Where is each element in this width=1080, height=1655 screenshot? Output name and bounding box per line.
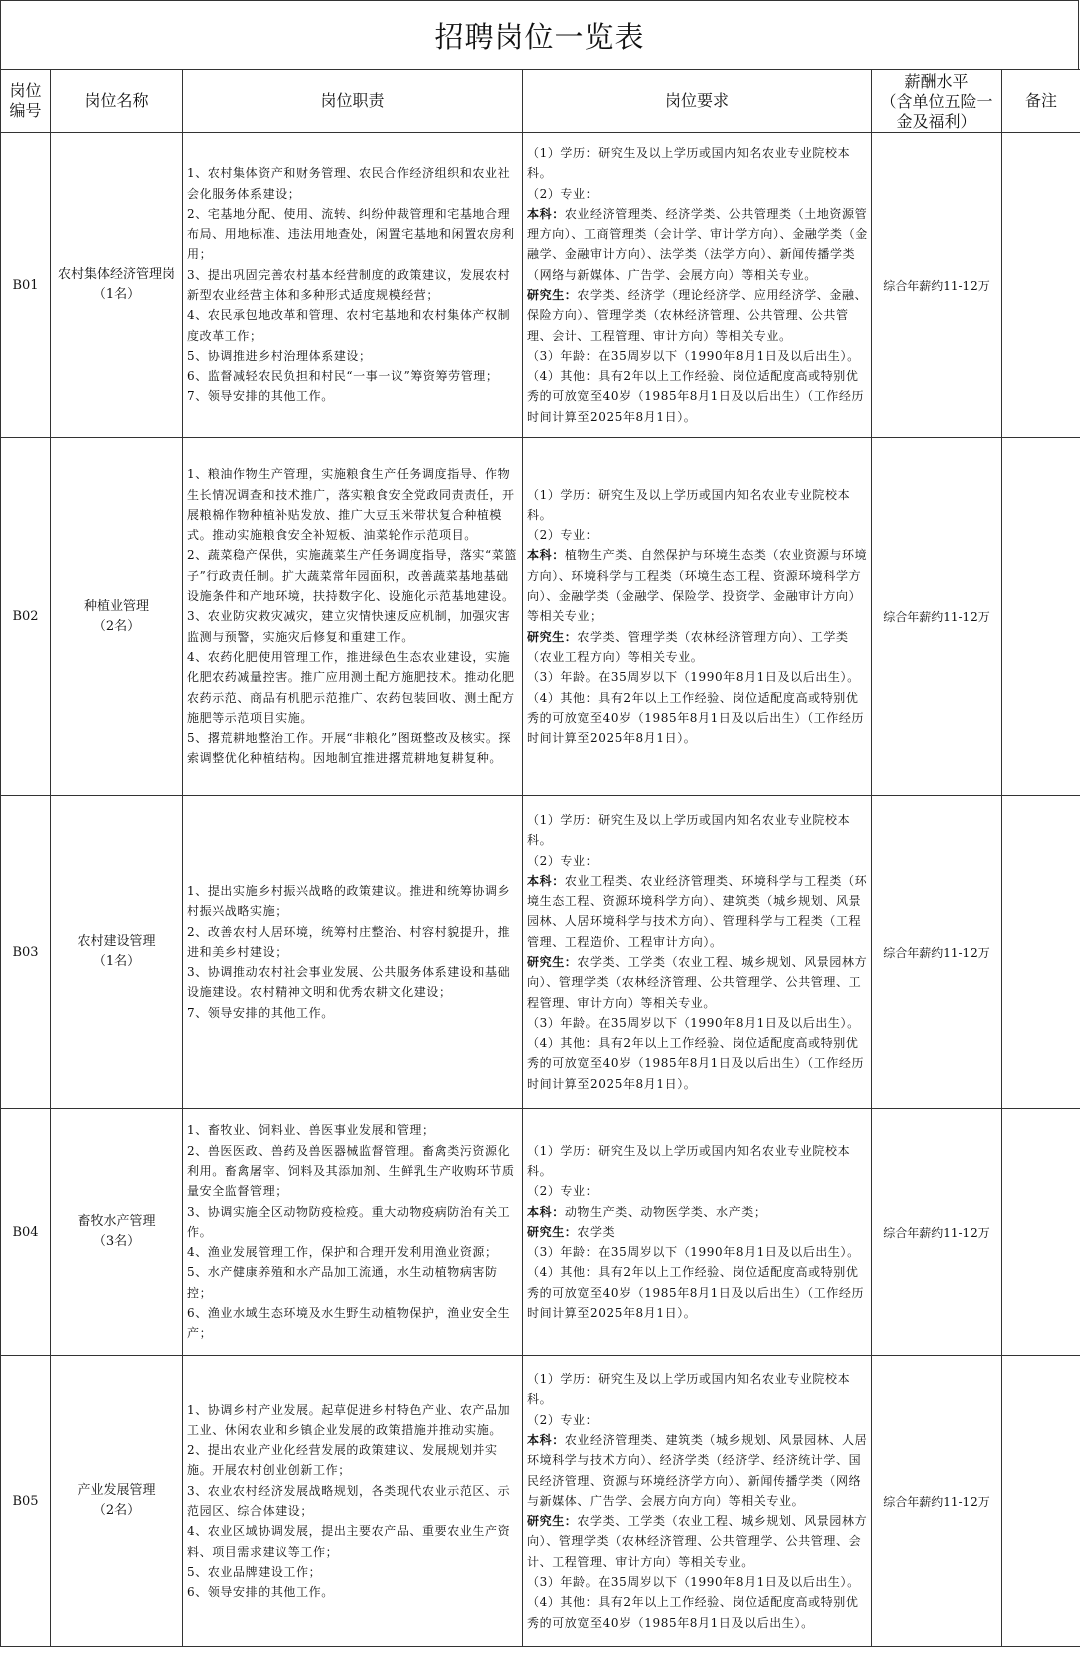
requirement-item xyxy=(527,143,869,184)
duty-item: 5、撂荒耕地整治工作。开展“非粮化”图斑整改及核实。探索调整优化种植结构。因地制宜推进撂荒耕地复耕复种。 xyxy=(187,731,512,766)
requirement-label: 本科： xyxy=(527,548,565,563)
requirement-item xyxy=(527,346,869,366)
requirement-item xyxy=(527,810,869,851)
position-name-title: 畜牧水产管理 xyxy=(77,1214,156,1229)
requirement-text: 农学类、工学类（农业工程、城乡规划、风景园林方向）、管理学类（农林经济管理、公共管理学、公共管理、会计、工程管理、审计方向）等相关专业。 xyxy=(527,1514,868,1569)
duty-item: 6、监督减轻农民负担和村民“一事一议”筹资筹劳管理； xyxy=(187,369,499,384)
duty-item: 2、蔬菜稳产保供，实施蔬菜生产任务调度指导，落实“菜篮子”行政责任制。扩大蔬菜常年园面积，改善蔬菜基地基础设施条件和产地环境，扶持数字化、设施化示范基地建设。 xyxy=(187,548,517,604)
requirement-text: 农业经济管理类、建筑类（城乡规划、风景园林、人居环境科学与技术方向）、经济学类（经济学、经济统计学、国民经济管理、资源与环境经济学方向）、新闻传播学类（网络与新媒体、广告学、会展方向方向）等相关专业。 xyxy=(527,1432,868,1508)
requirement-text: 农学类、经济学（理论经济学、应用经济学、金融、保险方向）、管理学类（农林经济管理、公共管理、公共管理、会计、工程管理、审计方向）等相关专业。 xyxy=(527,288,868,343)
requirement-text: （3）年龄：在35周岁以下（1990年8月1日及以后出生）。 xyxy=(527,1245,860,1260)
position-salary: 综合年薪约11-12万 xyxy=(872,438,1002,796)
requirement-label: 研究生： xyxy=(527,629,578,644)
requirement-text: 农业经济管理类、经济学类、公共管理类（土地资源管理方向）、工商管理类（会计学、审计学方向）、金融学类（金融学、金融审计方向）、法学类（法学方向）、新闻传播学类（网络与新媒体、广告学、会展方向）等相关专业。 xyxy=(527,206,868,282)
requirement-text: （4）其他：具有2年以上工作经验、岗位适配度高或特别优秀的可放宽至40岁（1985年8月1日及以后出生）（工作经历时间计算至2025年8月1日）。 xyxy=(527,690,865,746)
position-name xyxy=(51,1356,183,1647)
requirement-text: （1）学历：研究生及以上学历或国内知名农业专业院校本科。 xyxy=(527,487,851,522)
position-requirements xyxy=(523,133,872,438)
table-body xyxy=(1,133,1080,1647)
col-header-remark xyxy=(1002,70,1080,133)
duty-item: 6、领导安排的其他工作。 xyxy=(187,1585,334,1600)
requirement-item xyxy=(527,1369,869,1410)
table-row xyxy=(1,438,1080,796)
col-header-code xyxy=(1,70,51,133)
table-row xyxy=(1,796,1080,1109)
position-remark xyxy=(1002,438,1080,796)
requirement-item xyxy=(527,871,869,952)
col-header-salary xyxy=(872,70,1002,133)
position-name-title: 种植业管理 xyxy=(83,598,149,614)
duty-item: 7、领导安排的其他工作。 xyxy=(187,389,334,404)
duty-item: 2、提出农业产业化经营发展的政策建议、发展规划并实施。开展农村创业创新工作； xyxy=(187,1443,498,1478)
position-headcount: （2名） xyxy=(92,1503,141,1518)
requirement-item xyxy=(527,366,869,427)
page-title: 招聘岗位一览表 xyxy=(0,0,1079,69)
requirement-text: （3）年龄。在35周岁以下（1990年8月1日及以后出生）。 xyxy=(527,1015,860,1030)
position-code: B02 xyxy=(1,438,51,796)
duty-item: 1、粮油作物生产管理，实施粮食生产任务调度指导、作物生长情况调查和技术推广，落实粮食安全党政同责责任，开展粮棉作物种植补贴发放、推广大豆玉米带状复合种植模式。推动实施粮食安全补短板、油菜轮作示范项目。 xyxy=(187,467,515,543)
requirement-item xyxy=(527,285,869,346)
requirement-label: 研究生： xyxy=(527,288,578,302)
duty-item: 3、协调推动农村社会事业发展、公共服务体系建设和基础设施建设。农村精神文明和优秀农耕文化建设； xyxy=(187,965,511,1000)
requirement-item xyxy=(527,525,869,545)
position-name-title: 农村建设管理 xyxy=(77,934,156,949)
requirement-text: 农学类、工学类（农业工程、城乡规划、风景园林方向）、管理学类（农林经济管理、公共管理学、公共管理、工程管理、审计方向）等相关专业。 xyxy=(527,955,868,1010)
requirement-item xyxy=(527,1572,869,1592)
duties-text xyxy=(183,1120,522,1343)
position-requirements xyxy=(523,796,872,1109)
requirements-text xyxy=(523,143,871,427)
position-requirements xyxy=(523,1356,872,1647)
table-row xyxy=(1,1356,1080,1647)
requirement-item xyxy=(527,1013,869,1033)
requirement-item xyxy=(527,485,869,526)
position-name xyxy=(51,1109,183,1356)
requirement-text: 农学类、管理学类（农林经济管理方向）、工学类（农业工程方向）等相关专业。 xyxy=(527,629,849,664)
requirement-text: （1）学历：研究生及以上学历或国内知名农业专业院校本科。 xyxy=(527,812,851,848)
requirement-text: （4）其他：具有2年以上工作经验、岗位适配度高或特别优秀的可放宽至40岁（1985年8月1日及以后出生）。 xyxy=(527,1595,859,1630)
position-requirements xyxy=(523,438,872,796)
position-headcount: （3名） xyxy=(92,1234,141,1249)
requirement-label: 研究生： xyxy=(527,1514,578,1529)
position-salary: 综合年薪约11-12万 xyxy=(872,133,1002,438)
requirement-item xyxy=(527,1410,869,1430)
table-header-row xyxy=(1,70,1080,133)
requirement-item xyxy=(527,1181,869,1201)
requirement-item xyxy=(527,667,869,687)
requirement-text: （2）专业： xyxy=(527,528,599,543)
col-header-name-label: 岗位名称 xyxy=(84,91,149,110)
requirement-label: 本科： xyxy=(527,206,565,221)
duties-text xyxy=(183,163,522,407)
col-header-duty-label: 岗位职责 xyxy=(320,91,385,110)
position-headcount: （1名） xyxy=(92,287,141,302)
position-salary: 综合年薪约11-12万 xyxy=(872,796,1002,1109)
requirement-item xyxy=(527,1242,869,1262)
duties-text xyxy=(183,464,522,768)
duties-text xyxy=(183,881,522,1023)
position-name-title: 农村集体经济管理岗 xyxy=(57,267,175,282)
col-header-req xyxy=(523,70,872,133)
position-name xyxy=(51,438,183,796)
requirements-text xyxy=(523,810,871,1094)
requirement-text: 农学类 xyxy=(577,1224,616,1239)
duties-text xyxy=(183,1400,522,1603)
requirement-label: 本科： xyxy=(527,1432,565,1447)
requirement-text: （2）专业： xyxy=(527,853,599,868)
requirement-text: （2）专业： xyxy=(527,1412,599,1427)
col-header-code-line2: 编号 xyxy=(9,101,42,120)
position-name xyxy=(51,133,183,438)
duty-item: 1、提出实施乡村振兴战略的政策建议。推进和统筹协调乡村振兴战略实施； xyxy=(187,883,511,919)
position-duties xyxy=(183,1356,523,1647)
position-name-title: 产业发展管理 xyxy=(77,1483,156,1498)
position-remark xyxy=(1002,1356,1080,1647)
position-remark xyxy=(1002,1109,1080,1356)
requirement-text: （4）其他：具有2年以上工作经验、岗位适配度高或特别优秀的可放宽至40岁（1985年8月1日及以后出生）（工作经历时间计算至2025年8月1日）。 xyxy=(527,1036,865,1091)
requirement-item xyxy=(527,1141,869,1182)
duty-item: 3、协调实施全区动物防疫检疫。重大动物疫病防治有关工作。 xyxy=(187,1204,511,1239)
requirement-text: （3）年龄。在35周岁以下（1990年8月1日及以后出生）。 xyxy=(527,1575,860,1590)
requirement-item xyxy=(527,1202,869,1222)
col-header-salary-line3: 金及福利） xyxy=(896,112,977,131)
table-row xyxy=(1,133,1080,438)
requirement-item xyxy=(527,1430,869,1511)
position-remark xyxy=(1002,133,1080,438)
col-header-code-line1: 岗位 xyxy=(9,81,42,100)
position-requirements xyxy=(523,1109,872,1356)
requirements-text xyxy=(523,485,871,749)
position-remark xyxy=(1002,796,1080,1109)
duty-item: 3、农业农村经济发展战略规划，各类现代农业示范区、示范园区、综合体建设； xyxy=(187,1483,511,1518)
requirement-text: 动物生产类、动物医学类、水产类； xyxy=(564,1204,767,1219)
duty-item: 3、提出巩固完善农村基本经营制度的政策建议，发展农村新型农业经营主体和多种形式适度规模经营； xyxy=(187,267,511,302)
col-header-name xyxy=(51,70,183,133)
requirement-item xyxy=(527,545,869,626)
position-duties xyxy=(183,133,523,438)
requirement-label: 研究生： xyxy=(527,955,578,969)
position-headcount: （2名） xyxy=(92,618,141,634)
table-row xyxy=(1,1109,1080,1356)
duty-item: 7、领导安排的其他工作。 xyxy=(187,1005,334,1020)
requirement-text: 农业工程类、农业经济管理类、环境科学与工程类（环境生态工程、资源环境科学方向）、建筑类（城乡规划、风景园林、人居环境科学与技术方向）、管理科学与工程类（工程管理、工程造价、工程审计方向）。 xyxy=(527,873,868,949)
duty-item: 6、渔业水域生态环境及水生野生动植物保护，渔业安全生产； xyxy=(187,1306,511,1341)
position-duties xyxy=(183,796,523,1109)
requirement-item xyxy=(527,1262,869,1323)
duty-item: 4、农业区域协调发展，提出主要农产品、重要农业生产资料、项目需求建议等工作； xyxy=(187,1524,511,1559)
requirement-item xyxy=(527,1033,869,1094)
requirement-item xyxy=(527,1592,869,1633)
positions-table xyxy=(0,69,1080,1647)
duty-item: 3、农业防灾救灾减灾，建立灾情快速反应机制，加强灾害监测与预警，实施灾后修复和重建工作。 xyxy=(187,609,511,644)
position-duties xyxy=(183,1109,523,1356)
requirements-text xyxy=(523,1369,871,1633)
position-salary: 综合年薪约11-12万 xyxy=(872,1356,1002,1647)
col-header-salary-line1: 薪酬水平 xyxy=(904,72,969,91)
duty-item: 5、水产健康养殖和水产品加工流通，水生动植物病害防控； xyxy=(187,1265,498,1300)
requirement-item xyxy=(527,851,869,871)
col-header-remark-label: 备注 xyxy=(1024,91,1057,110)
requirement-item xyxy=(527,1222,869,1242)
position-code: B03 xyxy=(1,796,51,1109)
position-duties xyxy=(183,438,523,796)
position-code: B01 xyxy=(1,133,51,438)
position-name xyxy=(51,796,183,1109)
duty-item: 5、协调推进乡村治理体系建设； xyxy=(187,348,372,363)
col-header-duty xyxy=(183,70,523,133)
duty-item: 2、改善农村人居环境，统筹村庄整治、村容村貌提升，推进和美乡村建设； xyxy=(187,924,511,959)
requirement-label: 本科： xyxy=(527,1204,565,1219)
requirement-text: （4）其他：具有2年以上工作经验、岗位适配度高或特别优秀的可放宽至40岁（1985年8月1日及以后出生）（工作经历时间计算至2025年8月1日）。 xyxy=(527,1265,865,1321)
requirement-item xyxy=(527,184,869,204)
duty-item: 1、畜牧业、饲料业、兽医事业发展和管理； xyxy=(187,1123,435,1138)
position-salary: 综合年薪约11-12万 xyxy=(872,1109,1002,1356)
duty-item: 4、农民承包地改革和管理、农村宅基地和农村集体产权制度改革工作； xyxy=(187,308,511,343)
position-headcount: （1名） xyxy=(92,954,141,969)
requirement-item xyxy=(527,688,869,749)
col-header-req-label: 岗位要求 xyxy=(664,91,729,110)
requirement-item xyxy=(527,627,869,668)
duty-item: 1、农村集体资产和财务管理、农民合作经济组织和农业社会化服务体系建设； xyxy=(187,166,511,201)
duty-item: 2、兽医医政、兽药及兽医器械监督管理。畜禽类污资源化利用。畜禽屠宰、饲料及其添加剂、生鲜乳生产收购环节质量安全监督管理； xyxy=(187,1143,515,1199)
requirement-item xyxy=(527,1511,869,1572)
requirement-item xyxy=(527,952,869,1013)
requirement-text: （4）其他：具有2年以上工作经验、岗位适配度高或特别优秀的可放宽至40岁（1985年8月1日及以后出生）（工作经历时间计算至2025年8月1日）。 xyxy=(527,369,865,424)
requirement-text: （2）专业： xyxy=(527,186,599,201)
duty-item: 4、农药化肥使用管理工作，推进绿色生态农业建设，实施化肥农药减量控害。推广应用测土配方施肥技术。推动化肥农药示范、商品有机肥示范推广、农药包装回收、测土配方施肥等示范项目实施。 xyxy=(187,649,515,725)
requirement-text: 植物生产类、自然保护与环境生态类（农业资源与环境方向）、环境科学与工程类（环境生态工程、资源环境科学方向）、金融学类（金融学、保险学、投资学、金融审计方向）等相关专业； xyxy=(527,548,868,624)
duty-item: 5、农业品牌建设工作； xyxy=(187,1564,322,1579)
requirement-text: （2）专业： xyxy=(527,1184,599,1199)
requirement-text: （1）学历：研究生及以上学历或国内知名农业专业院校本科。 xyxy=(527,145,851,181)
requirement-text: （3）年龄：在35周岁以下（1990年8月1日及以后出生）。 xyxy=(527,348,860,363)
duty-item: 4、渔业发展管理工作，保护和合理开发利用渔业资源； xyxy=(187,1245,498,1260)
requirement-label: 本科： xyxy=(527,873,565,888)
duty-item: 2、宅基地分配、使用、流转、纠纷仲裁管理和宅基地合理布局、用地标准、违法用地查处，闲置宅基地和闲置农房利用； xyxy=(187,206,515,262)
requirement-item xyxy=(527,204,869,285)
requirement-text: （1）学历：研究生及以上学历或国内知名农业专业院校本科。 xyxy=(527,1143,851,1178)
col-header-salary-line2: （含单位五险一 xyxy=(880,92,993,111)
requirement-text: （3）年龄。在35周岁以下（1990年8月1日及以后出生）。 xyxy=(527,670,860,685)
requirement-text: （1）学历：研究生及以上学历或国内知名农业专业院校本科。 xyxy=(527,1372,851,1407)
position-code: B05 xyxy=(1,1356,51,1647)
position-code: B04 xyxy=(1,1109,51,1356)
duty-item: 1、协调乡村产业发展。起草促进乡村特色产业、农产品加工业、休闲农业和乡镇企业发展的政策措施并推动实施。 xyxy=(187,1402,511,1437)
requirement-label: 研究生： xyxy=(527,1224,578,1239)
requirements-text xyxy=(523,1141,871,1324)
